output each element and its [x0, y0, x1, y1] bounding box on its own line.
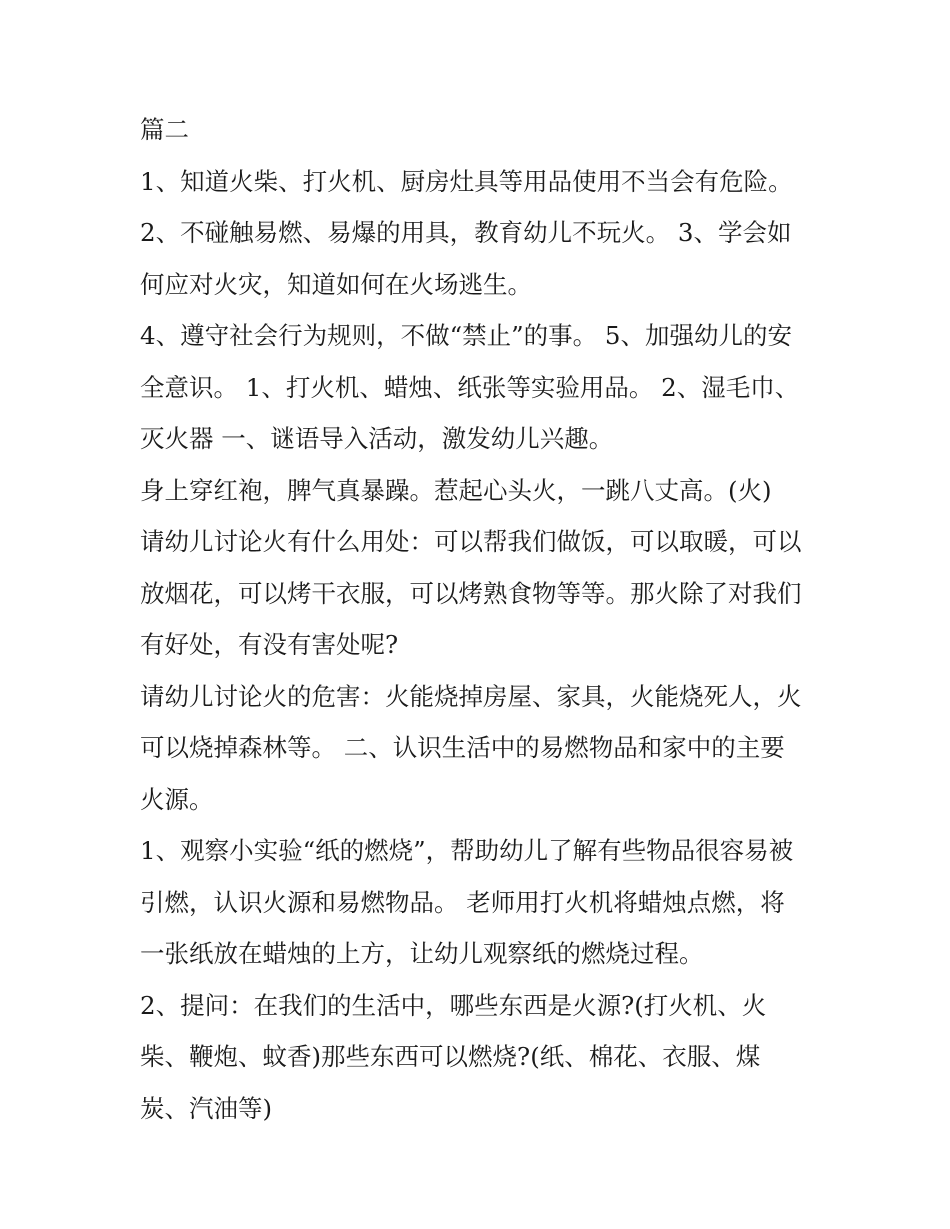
- text-line: 放烟花，可以烤干衣服，可以烤熟食物等等。那火除了对我们: [140, 578, 802, 608]
- text-line: 炭、汽油等): [140, 1093, 273, 1123]
- text-line: 可以烧掉森林等。 二、认识生活中的易燃物品和家中的主要: [140, 733, 785, 762]
- text-line: 1、观察小实验“纸的燃烧”，帮助幼儿了解有些物品很容易被: [140, 836, 794, 865]
- text-line: 1、知道火柴、打火机、厨房灶具等用品使用不当会有危险。: [140, 166, 793, 196]
- text-line: 何应对火灾，知道如何在火场逃生。: [140, 269, 532, 299]
- text-line: 灭火器 一、谜语导入活动，激发幼儿兴趣。: [140, 424, 614, 453]
- text-line: 2、提问：在我们的生活中，哪些东西是火源?(打火机、火: [140, 990, 767, 1020]
- text-line: 2、不碰触易燃、易爆的用具，教育幼儿不玩火。 3、学会如: [140, 218, 792, 247]
- text-line: 柴、鞭炮、蚊香)那些东西可以燃烧?(纸、棉花、衣服、煤: [140, 1042, 761, 1071]
- text-line: 火源。: [140, 784, 214, 814]
- text-line: 请幼儿讨论火有什么用处：可以帮我们做饭，可以取暖，可以: [140, 527, 802, 556]
- text-line: 身上穿红袍，脾气真暴躁。惹起心头火，一跳八丈高。(火): [140, 475, 772, 505]
- text-line: 有好处，有没有害处呢?: [140, 630, 399, 659]
- document-body: [140, 104, 820, 1134]
- section-heading: 篇二: [140, 115, 189, 144]
- text-line: 引燃，认识火源和易燃物品。 老师用打火机将蜡烛点燃，将: [140, 887, 785, 917]
- text-line: 请幼儿讨论火的危害：火能烧掉房屋、家具，火能烧死人，火: [140, 681, 802, 711]
- text-line: 4、遵守社会行为规则，不做“禁止”的事。 5、加强幼儿的安: [140, 321, 793, 350]
- text-line: 一张纸放在蜡烛的上方，让幼儿观察纸的燃烧过程。: [140, 939, 704, 968]
- text-line: 全意识。 1、打火机、蜡烛、纸张等实验用品。 2、湿毛巾、: [140, 372, 800, 402]
